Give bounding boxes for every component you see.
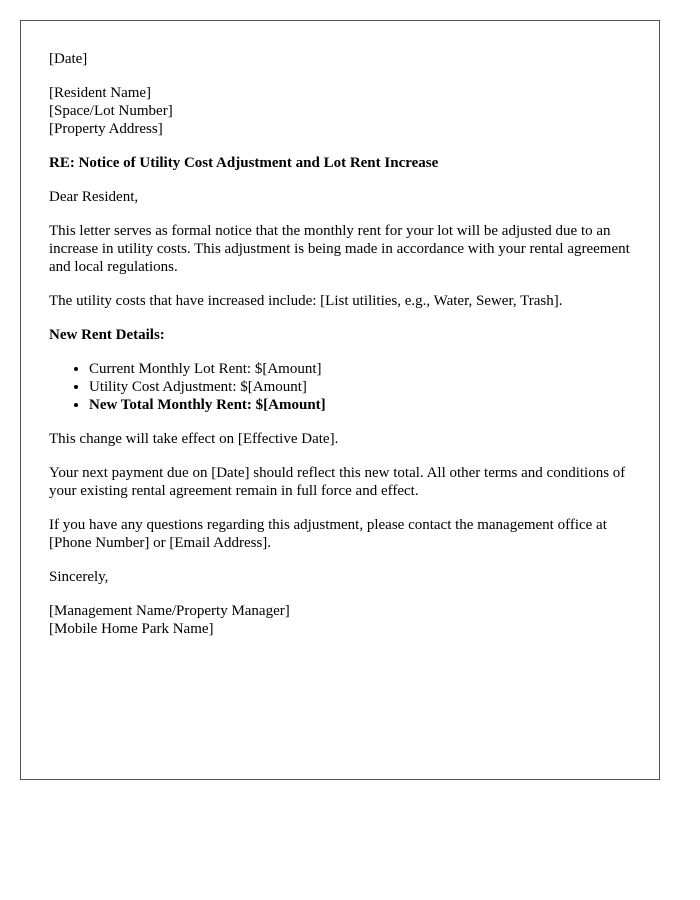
signature-manager: [Management Name/Property Manager] — [49, 603, 290, 619]
recipient-name: [Resident Name] — [49, 85, 152, 101]
salutation: Dear Resident, — [49, 189, 139, 205]
closing: Sincerely, — [49, 569, 109, 585]
utilities-paragraph: The utility costs that have increased include: [List utilities, e.g., Water, Sewer, Trash]. — [49, 293, 563, 309]
recipient-address: [Property Address] — [49, 121, 163, 137]
signature-park: [Mobile Home Park Name] — [49, 621, 214, 637]
list-item-new-total: • New Total Monthly Rent: $[Amount] — [89, 396, 631, 414]
recipient-block — [49, 84, 631, 138]
rent-details-list — [49, 360, 631, 414]
letter-date: [Date] — [49, 51, 88, 67]
payment-paragraph: Your next payment due on [Date] should reflect this new total. All other terms and conditions of your existing rental agreement remain in full force and effect. — [49, 465, 626, 499]
details-heading: New Rent Details: — [49, 327, 165, 343]
subject-line: RE: Notice of Utility Cost Adjustment and Lot Rent Increase — [49, 155, 439, 171]
list-item-current-rent: • Current Monthly Lot Rent: $[Amount] — [89, 360, 631, 378]
effective-date-paragraph: This change will take effect on [Effective Date]. — [49, 431, 339, 447]
contact-paragraph: If you have any questions regarding this adjustment, please contact the management office at [Phone Number] or [Email Address]. — [49, 517, 607, 551]
notice-paragraph: This letter serves as formal notice that the monthly rent for your lot will be adjusted due to an increase in utility costs. This adjustment is being made in accordance with your rental agreement and local regulations. — [49, 223, 630, 275]
signature-block — [49, 602, 631, 638]
recipient-lot: [Space/Lot Number] — [49, 103, 173, 119]
letter-page — [20, 20, 660, 780]
list-item-utility-adjustment: • Utility Cost Adjustment: $[Amount] — [89, 378, 631, 396]
